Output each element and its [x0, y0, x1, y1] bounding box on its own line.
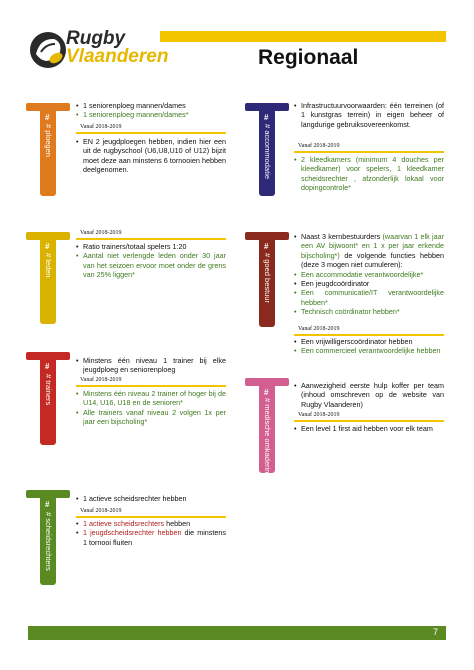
- hash-icon: #: [45, 113, 50, 122]
- rugby-vlaanderen-logo-icon: [28, 30, 68, 70]
- list-item: • Een communicatie/IT verantwoordelijke hebben*: [294, 288, 444, 307]
- scheidsrechters-criteria: [76, 494, 226, 503]
- list-item: • EN 2 jeugdploegen hebben, indien hier een uit de rugbyschool (U6,U8,U10 of U12) bijzit moet deze aan minstens 6 tornooien hebben deelgenomen.: [76, 137, 226, 175]
- list-item: • Een accommodatie verantwoordelijke*: [294, 270, 444, 279]
- list-item: • Een level 1 first aid hebben voor elk team: [294, 424, 444, 433]
- trainers-criteria-2: [76, 389, 226, 427]
- leden-criteria: [76, 242, 226, 280]
- vanaf-label: Vanaf 2018-2019: [298, 326, 340, 332]
- ploegen-criteria: [76, 101, 226, 120]
- list-item: • Infrastructuurvoorwaarden: één terreinen (of 1 kunstgras terrein) in eigen beheer of langdurige gebruiksovereenkomst.: [294, 101, 444, 129]
- scheidsrechters-tag: # scheidsrechters: [44, 512, 53, 571]
- trainers-tag: # trainers: [44, 374, 53, 406]
- accommodatie-tag: # accommodatie: [263, 124, 272, 180]
- list-item: • 1 seniorenploeg mannen/dames: [76, 101, 226, 110]
- leden-tag: # leden: [44, 253, 53, 278]
- ploegen-criteria-2: [76, 137, 226, 175]
- divider: [294, 334, 444, 336]
- footer-bar: [28, 626, 446, 640]
- logo-line-2: Vlaanderen: [66, 46, 169, 67]
- list-item: • Technisch coördinator hebben*: [294, 307, 444, 316]
- accommodatie-criteria: [294, 101, 444, 129]
- trainers-criteria: [76, 356, 226, 375]
- divider: [76, 238, 226, 240]
- list-item: • Naast 3 kernbestuurders (waarvan 1 elk jaar een AV bijwoont* en 1 x per jaar erkende bijscholing*) de volgende functies hebben (deze 3 mogen niet cumuleren):: [294, 232, 444, 270]
- hash-icon: #: [264, 113, 269, 122]
- logo-wordmark: [66, 30, 168, 66]
- list-item: • 2 kleedkamers (minimum 4 douches per kleedkamer) voor spelers, 1 kleedkamer scheidsrechter , afzonderlijk lokaal voor dopingcontrole*: [294, 155, 444, 193]
- list-item: • Een commercieel verantwoordelijke hebben: [294, 346, 444, 355]
- vanaf-label: Vanaf 2018-2019: [80, 508, 122, 514]
- list-item: • Aanwezigheid eerste hulp koffer per team (inhoud omschreven op de website van Rugby Vlaanderen): [294, 381, 444, 409]
- goed-bestuur-tag: # goed bestuur: [263, 253, 272, 304]
- page-number: 7: [432, 627, 438, 637]
- list-item: • 1 actieve scheidsrechter hebben: [76, 494, 226, 503]
- logo-line-1: Rugby: [66, 28, 126, 49]
- list-item: • Minstens één niveau 2 trainer of hoger bij de U14, U16, U18 en de senioren*: [76, 389, 226, 408]
- divider: [294, 151, 444, 153]
- page-title: Regionaal: [258, 46, 359, 69]
- list-item: • Aantal niet verlengde leden onder 30 jaar van het seizoen ervoor moet onder de grens van 25% liggen*: [76, 251, 226, 279]
- hash-icon: #: [45, 242, 50, 251]
- divider: [76, 132, 226, 134]
- list-item: • Een jeugdcoördinator: [294, 279, 444, 288]
- vanaf-label: Vanaf 2018-2019: [298, 412, 340, 418]
- medische-criteria-2: [294, 424, 444, 433]
- header-accent-bar: [160, 31, 446, 42]
- accommodatie-criteria-2: [294, 155, 444, 193]
- vanaf-label: Vanaf 2018-2019: [298, 143, 340, 149]
- list-item: • Alle trainers vanaf niveau 2 volgen 1x per jaar een bijscholing*: [76, 408, 226, 427]
- list-item: • 1 jeugdscheidsrechter hebben die minstens 1 tornooi fluiten: [76, 528, 226, 547]
- hash-icon: #: [45, 362, 50, 371]
- list-item: • 1 actieve scheidsrechters hebben: [76, 519, 226, 528]
- ploegen-tag: # ploegen: [44, 124, 53, 157]
- vanaf-label: Vanaf 2018-2019: [80, 124, 122, 130]
- vanaf-label: Vanaf 2018-2019: [80, 230, 122, 236]
- divider: [76, 385, 226, 387]
- hash-icon: #: [264, 388, 269, 397]
- list-item: • Minstens één niveau 1 trainer bij elke jeugdploeg en seniorenploeg: [76, 356, 226, 375]
- scheidsrechters-criteria-2: [76, 519, 226, 547]
- list-item: • Ratio trainers/totaal spelers 1:20: [76, 242, 226, 251]
- list-item: • Een vrijwilligerscoördinator hebben: [294, 337, 444, 346]
- list-item: • 1 seniorenploeg mannen/dames*: [76, 110, 226, 119]
- goed-bestuur-criteria-2: [294, 337, 444, 356]
- hash-icon: #: [45, 500, 50, 509]
- hash-icon: #: [264, 242, 269, 251]
- goed-bestuur-criteria: [294, 232, 444, 317]
- divider: [294, 420, 444, 422]
- medische-omkadering-tag: # medische omkadering: [263, 398, 272, 478]
- vanaf-label: Vanaf 2018-2019: [80, 377, 122, 383]
- divider: [76, 516, 226, 518]
- medische-criteria: [294, 381, 444, 409]
